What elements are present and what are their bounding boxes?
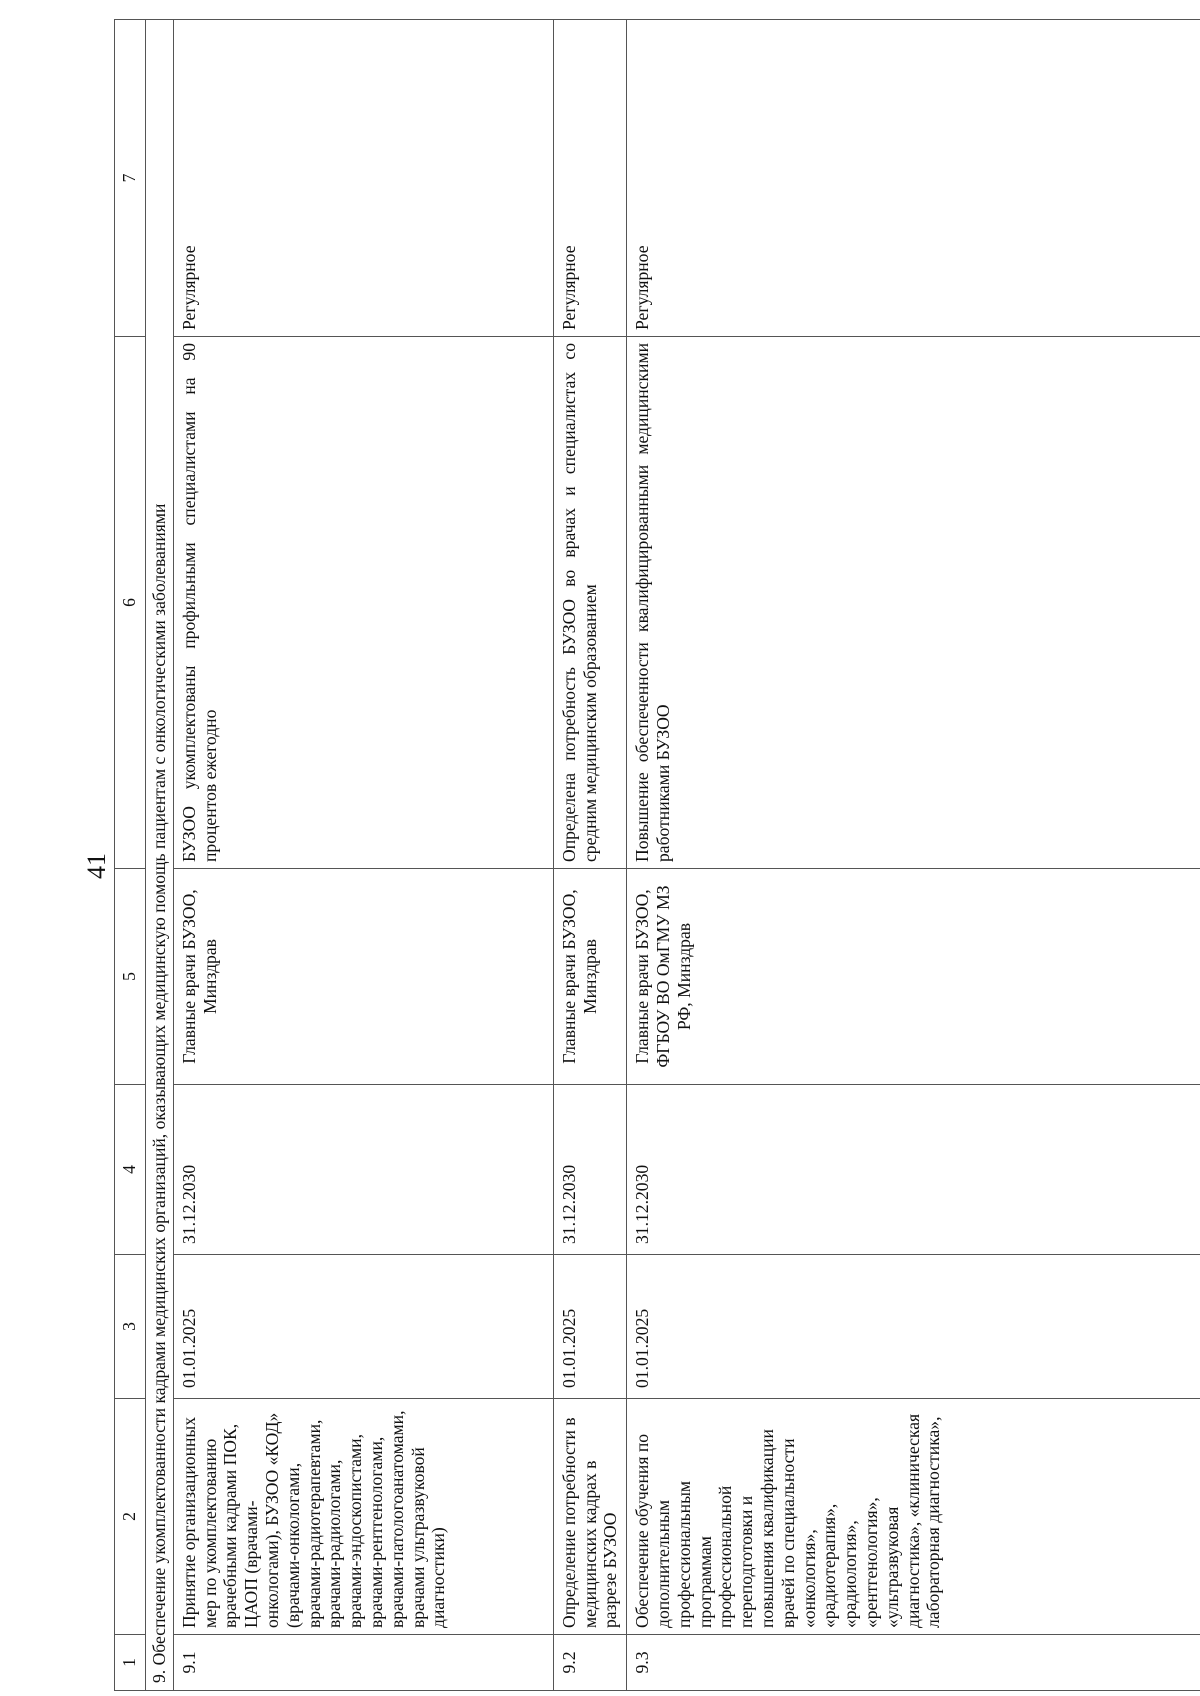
- end-date-cell: 31.12.2030: [173, 1085, 553, 1255]
- measures-table: [114, 19, 1200, 1691]
- action-cell: Обеспечение обучения по дополнительным профессиональным программам профессиональной переподготовки и повышения квалификации врачей по специальности «онкология», «радиотерапия», «радиология», «рентгенология», «ультразвуковая диагностика», «клиническая лабораторная диагностика»,: [627, 1399, 1200, 1635]
- row-number: 9.2: [553, 1635, 626, 1691]
- responsible-cell: Главные врачи БУЗОО, Минздрав: [553, 869, 626, 1085]
- result-cell: БУЗОО укомплектованы профильными специалистами на 90 процентов ежегодно: [173, 337, 553, 869]
- section-row: [146, 20, 174, 1691]
- column-number: 5: [115, 869, 146, 1085]
- table-row: [627, 20, 1200, 1691]
- responsible-cell: Главные врачи БУЗОО, ФГБОУ ВО ОмГМУ МЗ РФ, Минздрав: [627, 869, 1200, 1085]
- responsible-cell: Главные врачи БУЗОО, Минздрав: [173, 869, 553, 1085]
- start-date-cell: 01.01.2025: [173, 1255, 553, 1399]
- start-date-cell: 01.01.2025: [553, 1255, 626, 1399]
- column-number: 3: [115, 1255, 146, 1399]
- action-cell: Определение потребности в медицинских кадрах в разрезе БУЗОО: [553, 1399, 626, 1635]
- row-number: 9.3: [627, 1635, 1200, 1691]
- page-number: 41: [82, 853, 111, 879]
- result-cell: Определена потребность БУЗОО во врачах и специалистах со средним медицинским образованием: [553, 337, 626, 869]
- column-number-row: [115, 20, 146, 1691]
- row-number: 9.1: [173, 1635, 553, 1691]
- type-cell: Регулярное: [627, 20, 1200, 337]
- section-title: 9. Обеспечение укомплектованности кадрами медицинских организаций, оказывающих медицинскую помощь пациентам с онкологическими заболеваниями: [146, 20, 174, 1691]
- column-number: 4: [115, 1085, 146, 1255]
- start-date-cell: 01.01.2025: [627, 1255, 1200, 1399]
- column-number: 2: [115, 1399, 146, 1635]
- type-cell: Регулярное: [173, 20, 553, 337]
- column-number: 6: [115, 337, 146, 869]
- type-cell: Регулярное: [553, 20, 626, 337]
- action-cell: Принятие организационных мер по укомплектованию врачебными кадрами ПОК, ЦАОП (врачами-онкологами), БУЗОО «КОД» (врачами-онкологами, врачами-радиотерапевтами, врачами-радиологами, врачами-эндоскопистами, врачами-рентгенологами, врачами-патологоанатомами, врачами ультразвуковой диагностики): [173, 1399, 553, 1635]
- table-row: [173, 20, 553, 1691]
- column-number: 7: [115, 20, 146, 337]
- end-date-cell: 31.12.2030: [627, 1085, 1200, 1255]
- table-row: [553, 20, 626, 1691]
- column-number: 1: [115, 1635, 146, 1691]
- end-date-cell: 31.12.2030: [553, 1085, 626, 1255]
- result-cell: Повышение обеспеченности квалифицированными медицинскими работниками БУЗОО: [627, 337, 1200, 869]
